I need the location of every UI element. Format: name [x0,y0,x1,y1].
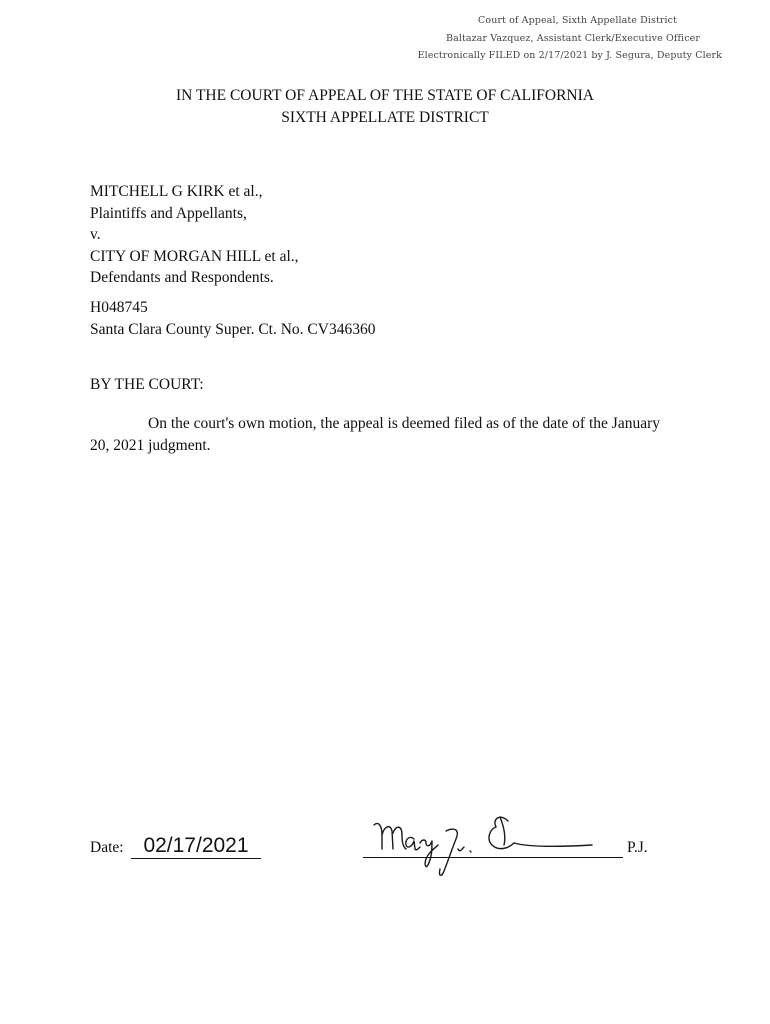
plaintiff-role: Plaintiffs and Appellants, [90,204,247,222]
defendant-name: CITY OF MORGAN HILL et al., [90,247,299,265]
plaintiff-name: MITCHELL G KIRK et al., [90,183,263,200]
signature-block [360,805,660,885]
presiding-justice-label: P.J. [627,839,648,856]
case-identifiers [90,297,375,341]
versus-label: v. [90,226,101,243]
order-text [90,413,690,457]
filing-clerk-line: Baltazar Vazquez, Assistant Clerk/Executive Officer [446,32,700,44]
date-label: Date: [90,839,124,856]
court-name: IN THE COURT OF APPEAL OF THE STATE OF CALIFORNIA [176,87,594,104]
lower-court-number: Santa Clara County Super. Ct. No. CV346360 [90,321,376,338]
case-caption [90,181,299,289]
order-text-line-1: On the court's own motion, the appeal is deemed filed as of the date of the January [148,415,660,432]
filing-court-line: Court of Appeal, Sixth Appellate District [478,15,677,26]
court-heading [0,85,770,129]
handwritten-signature [368,805,608,885]
defendant-role: Defendants and Respondents. [90,269,274,286]
by-the-court-label: BY THE COURT: [90,376,204,393]
order-text-line-2: 20, 2021 judgment. [90,437,211,454]
date-value: 02/17/2021 [131,834,261,859]
signature-line [363,857,623,858]
filing-date-line: Electronically FILED on 2/17/2021 by J. Segura, Deputy Clerk [417,50,722,61]
filing-stamp [418,12,722,65]
case-number: H048745 [90,299,148,316]
district-name: SIXTH APPELLATE DISTRICT [281,109,489,126]
